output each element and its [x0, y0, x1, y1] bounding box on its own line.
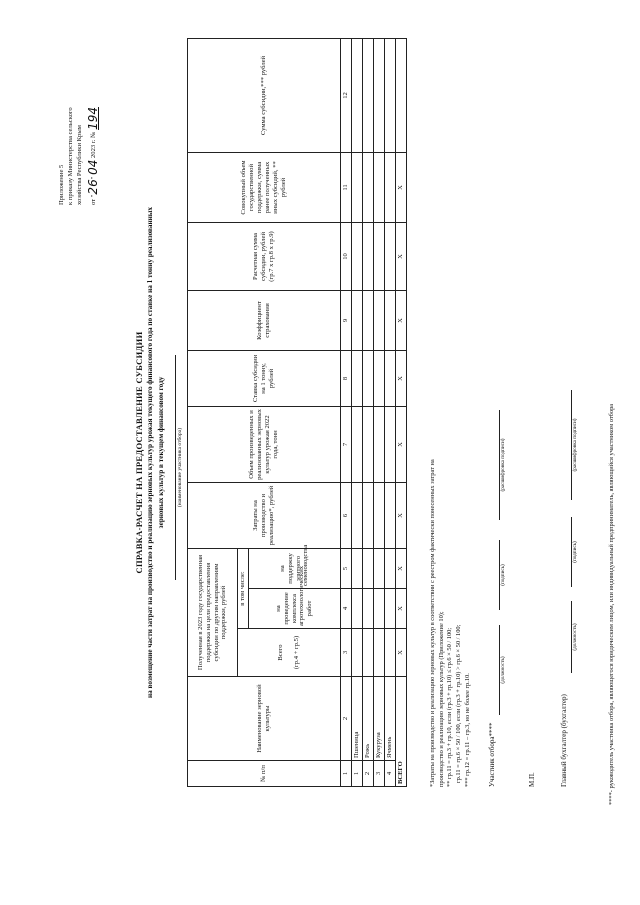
col-number: 9 — [341, 290, 352, 350]
appendix-line-1: Приложение 5 — [58, 164, 65, 205]
col-number: 5 — [341, 548, 352, 588]
column-number-row — [341, 38, 352, 786]
document-subtitle-2: зерновых культур в текущем финансовом году — [157, 376, 165, 529]
date-day: 26 — [85, 179, 100, 195]
row-num: 3 — [373, 761, 384, 787]
total-label: ВСЕГО — [395, 677, 406, 787]
participant-name-caption: (наименование участника отбора) — [177, 427, 183, 508]
header-agro-works: на проведение комплекса агротехнологических работ — [249, 589, 341, 629]
footnote-line: *** гр.12 = гр.11 – гр.3, но не более гр.10. — [463, 673, 471, 787]
footnote-line: гр.11 = гр.6 × 50 / 100, если (гр.3 + гр.10) > гр.6 × 50 / 100; — [454, 624, 462, 783]
order-number: 194 — [85, 107, 100, 130]
row-crop-name: Кукуруза — [373, 677, 384, 761]
header-volume: Объем произведенных и реализованных зерновых культур урожая 2022 года, тонн — [188, 406, 341, 482]
header-total-label: Всего — [277, 644, 285, 661]
footnote-line: производство и реализацию зерновых культур (Приложение 10); — [437, 611, 445, 787]
header-coefficient: Коэффициент страхования — [188, 290, 341, 350]
header-total — [238, 629, 341, 677]
accountant-label: Главный бухгалтер (бухгалтер) — [560, 694, 568, 787]
header-calculated-sum-formula: (гр.7 х гр.8 х гр.9) — [267, 231, 275, 282]
accountant-signature-caption: (подпись) — [572, 541, 578, 563]
col-number: 6 — [341, 482, 352, 548]
col-number: 7 — [341, 406, 352, 482]
row-num: 2 — [362, 761, 373, 787]
accountant-position-caption: (должность) — [572, 623, 578, 651]
accountant-transcript-caption: (расшифровка подписи) — [572, 418, 578, 472]
col-number: 11 — [341, 152, 352, 222]
x-mark: Х — [395, 350, 406, 406]
x-mark: Х — [395, 222, 406, 290]
col-number: 8 — [341, 350, 352, 406]
participant-transcript-caption: (расшифровка подписи) — [500, 438, 506, 492]
date-prefix: от " — [89, 194, 97, 205]
x-mark: Х — [395, 629, 406, 677]
header-total-formula: (гр.4 + гр.5) — [293, 635, 300, 670]
header-subsidy-sum: Сумма субсидии,*** рублей — [188, 38, 341, 152]
row-crop-name: Пшеница — [352, 677, 363, 761]
table-row — [362, 38, 373, 786]
footnote-line: ** гр.11 = гр.3 + гр.10, если (гр.3 + гр.10) ≤ гр.6 × 50 / 100; — [446, 627, 454, 787]
subsidy-calculation-table — [187, 38, 407, 787]
x-mark: Х — [395, 548, 406, 588]
footnotes — [429, 67, 472, 787]
appendix-line-3: хозяйства Республики Крым — [75, 125, 83, 205]
col-number: 2 — [341, 677, 352, 761]
header-elite-seeds: на поддержку элитного семеноводства — [249, 548, 341, 588]
row-num: 1 — [352, 761, 363, 787]
row-num: 4 — [384, 761, 395, 787]
participant-label: Участник отбора**** — [488, 722, 496, 787]
x-mark: Х — [395, 152, 406, 222]
appendix-date-line — [85, 35, 101, 205]
seal-label: М.П. — [528, 772, 536, 787]
document-title: СПРАВКА-РАСЧЕТ НА ПРЕДОСТАВЛЕНИЕ СУБСИДИИ — [134, 331, 144, 574]
x-mark: Х — [395, 482, 406, 548]
x-mark: Х — [395, 589, 406, 629]
x-mark: Х — [395, 290, 406, 350]
table-row — [352, 38, 363, 786]
header-num: № п/п — [188, 761, 341, 787]
appendix-line-2: к приказу Министерства сельского — [66, 107, 74, 205]
date-month: 04 — [85, 159, 100, 175]
date-year: 2023 г. № — [89, 131, 97, 158]
header-received-support: Полученная в 2023 году государственная поддержка на цели предоставления субсидии по другим направлениям поддержки, рублей — [188, 548, 238, 676]
participant-signature-caption: (подпись) — [500, 564, 506, 586]
footnote-line: *Затраты на производство и реализацию зерновых культур в соответствии с реестром фактически понесенных затрат на — [429, 459, 436, 787]
col-number: 1 — [341, 761, 352, 787]
col-number: 3 — [341, 629, 352, 677]
document-subtitle-1: на возмещение части затрат на производство и реализацию зерновых культур урожая текущего финансового года по ставке на 1 тонну реализованных — [146, 207, 154, 698]
header-rate: Ставка субсидии на 1 тонну, рублей — [188, 350, 341, 406]
participant-name-line — [175, 355, 176, 580]
header-costs: Затраты на производство и реализацию*, рублей — [188, 482, 341, 548]
appendix-block — [58, 35, 101, 205]
date-separator: " — [89, 176, 97, 180]
table-row — [373, 38, 384, 786]
participant-position-caption: (должность) — [500, 656, 506, 684]
total-row — [395, 38, 406, 786]
col-number: 12 — [341, 38, 352, 152]
row-crop-name: Рожь — [362, 677, 373, 761]
col-number: 4 — [341, 589, 352, 629]
header-calculated-sum — [188, 222, 341, 290]
x-mark: Х — [395, 406, 406, 482]
col-number: 10 — [341, 222, 352, 290]
header-crop-name: Наименование зерновой культуры — [188, 677, 341, 761]
table-row — [384, 38, 395, 786]
row-crop-name: Ячмень — [384, 677, 395, 761]
header-cumulative-support: Совокупный объем государственной поддержки, сумма ранее полученных иных субсидий, ** рублей — [188, 152, 341, 222]
header-calculated-sum-label: Расчетная сумма субсидии, рублей — [252, 232, 268, 281]
header-including: в том числе: — [238, 548, 249, 628]
footer-note: ****- руководитель участника отбора, являющегося юридическим лицом, или индивидуальный предприниматель, являющийся участником отбора — [608, 403, 615, 805]
